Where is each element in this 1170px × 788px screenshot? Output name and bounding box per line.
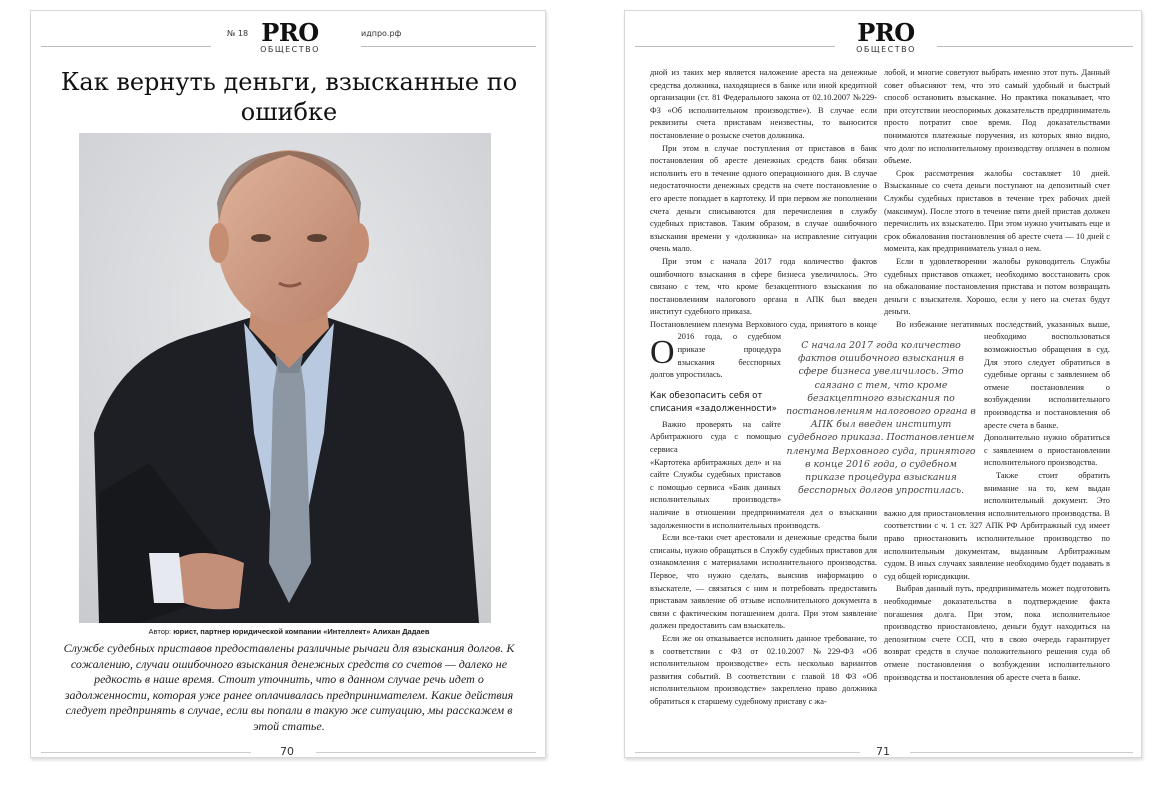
left-page [30,10,546,758]
article-title: Как вернуть деньги, взысканные по ошибке [60,68,518,126]
paragraph: Также стоит обратить внимание на то, кем выдан исполнительный документ. Это важно для приостановления исполнительного производства. В соответствии с ч. 1 ст. 327 АПК РФ Арбитражный суд имеет право приостановить исполнительное производство по исполнительным документам, выданным Арбитражным судом. В иных случаях заявление необходимо будет подавать в суд общей юрисдикции. [884,471,1110,581]
header-rule [937,46,1133,47]
paragraph: При этом с начала 2017 года количество фактов ошибочного взыскания в сфере бизнеса увеличилось. Это связано с тем, что кроме безакцептного взыскания по постановлениям налогового органа в АПК был введен институт судебного приказа. [650,256,877,317]
paragraph: Дополнительно нужно обратиться с заявлением о приостановлении исполнительного производства. [984,433,1110,468]
issue-number: № 18 [227,29,249,38]
site-name: идпро.рф [361,29,402,38]
quote-space [884,337,984,503]
paragraph: Если все-таки счет арестовали и денежные средства были списаны, нужно обращаться в Службу судебных приставов для ознакомления с материалами исполнительного производства. Первое, что нужно сделать, выяснив информацию о взыскателе, — связаться с ним и потребовать предоставить приставам заявление об отзыве исполнительного документа в связи с фактическим погашением долга. При этом заявление должен предоставить сам взыскатель. [650,533,877,631]
paragraph: При этом в случае поступления от приставов в банк постановления об аресте денежных средств банк обязан исполнить его в течение одного операционного дня. В случае недостаточности денежных средств на счете постановление о его аресте попадает в картотеку. И при первом же пополнении счета деньги списываются для перечисления в службу судебных приставов. Таким образом, в случае ошибочного взыскания времени у «должника» на исправление ситуации очень мало. [650,143,877,254]
footer-rule [635,752,860,753]
article-lead: Службе судебных приставов предоставлены различные рычаги для взыскания долгов. К сожалению, случаи ошибочного взыскания денежных средств со счетов — далеко не редкость в наше время. Стоит уточнить, что в данном случае речь идет о задолженности, которая уже ранее оплачивалась предпринимателем. Какие действия следует предпринять в случае, если вы попали в такую же ситуацию, мы расскажем в этой статье. [63,641,515,733]
header-rule [361,46,536,47]
paragraph: Если в удовлетворении жалобы руководитель Службы судебных приставов откажет, необходимо восстановить срок на обжалование постановления пристава и потом возвращать деньги с взыскателя. Хорошо, если у него на счетах будут деньги. [884,256,1110,317]
magazine-logo [255,18,325,54]
paragraph: Выбрав данный путь, предприниматель может подготовить необходимые доказательства в подтверждение факта погашения долга. При этом, пока исполнительное производство приостановлено, деньги будут находиться на депозитном счете ССП, что в свою очередь гарантирует возврат средств в случае положительного решения суда об отмене постановления о возбуждении исполнительного производства и постановления об аресте счета в банке. [884,584,1110,682]
photo-caption [51,627,527,637]
footer-rule [316,752,536,753]
caption-author: юрист, партнер юридической компании «Интеллект» Алихан Дадаев [173,627,430,636]
logo-section: ОБЩЕСТВО [856,45,916,54]
paragraph: Если же он отказывается исполнить данное требование, то в соответствии с ФЗ от 02.10.2007 №229-ФЗ «Об исполнительном производстве» есть несколько вариантов развития событий. В соответствии с главой 18 ФЗ «Об исполнительном производстве» закреплено право должника обратиться к старшему судебному приставу с жа- [650,633,877,706]
header-rule [41,46,211,47]
right-page [624,10,1142,758]
header-rule [635,46,835,47]
footer-rule [910,752,1133,753]
paragraph: Постановлением пленума Верховного суда, принятого в конце 2016 года, о судебном приказе процедура взыскания бесспорных долгов упростилась. [650,319,877,380]
paragraph: Срок рассмотрения жалобы составляет 10 дней. Взысканные со счета деньги поступают на депозитный счет Службы судебных приставов в течение трех рабочих дней (максимум). После этого в течение пяти дней пристав должен перечислить их взыскателю. При этом нужно учитывать еще и срок обжалования постановления об аресте счета — 10 дней с момента, как предприниматель узнал о нем. [884,168,1110,254]
author-photo [79,133,491,623]
magazine-logo [851,18,921,54]
page-number: 70 [280,745,294,758]
paragraph: «Картотека арбитражных дел» и на сайте Службы судебных приставов с помощью сервиса «Банк данных исполнительных производств» наличие в отношении предпринимателя дел о взыскании задолженности в исполнительных производств. [650,457,877,530]
paragraph: дной из таких мер является наложение ареста на денежные средства должника, находящиеся в банке или иной кредитной организации (ст. 81 Федерального закона от 02.10.2007 №229-ФЗ «Об исполнительном производстве»). В случае если реквизиты счета приставам неизвестны, то выносится постановление о розыске счетов должника. [650,68,877,140]
drop-cap: О [650,334,675,371]
pull-quote: С начала 2017 года количество фактов ошибочного взыскания в сфере бизнеса увеличилось. Это саязано с тем, что кроме безакцептного взыскания по постановлениям налогового органа в АПК был введен институт судебного приказа. Постановлением пленума Верховного суда, принятого в конце 2016 года, о судебном приказе процедура взыскания бесспорных долгов упростилась. [786,340,976,497]
section-heading: Как обезопасить себя от списания «задолженности» [650,390,777,414]
paragraph: лобой, и многие советуют выбрать именно этот путь. Данный совет объясняют тем, что это самый удобный и быстрый способ остановить взыскание. Но практика показывает, что при отсутствии неоспоримых доказательств предприниматель просто потратит свое время. Под доказательствами понимаются платежные поручения, из которых явно видно, что долг по исполнительному производству оплачен в полном объеме. [884,68,1110,166]
paragraph: Во избежание негативных последствий, указанных выше, необходимо воспользоваться возможностью обращения в суд. Для этого следует обратиться в судебные органы с заявлением об отмене постановления о возбуждении исполнительного производства и постановления об аресте счета в банке. [896,319,1110,430]
caption-label: Автор: [148,627,172,636]
page-number: 71 [876,745,890,758]
column-2 [884,67,1110,684]
paragraph: Важно проверять на сайте Арбитражного суда с помощью сервиса [650,419,781,455]
logo-main: PRO [857,18,915,47]
logo-section: ОБЩЕСТВО [260,45,320,54]
logo-main: PRO [261,18,319,47]
footer-rule [41,752,251,753]
